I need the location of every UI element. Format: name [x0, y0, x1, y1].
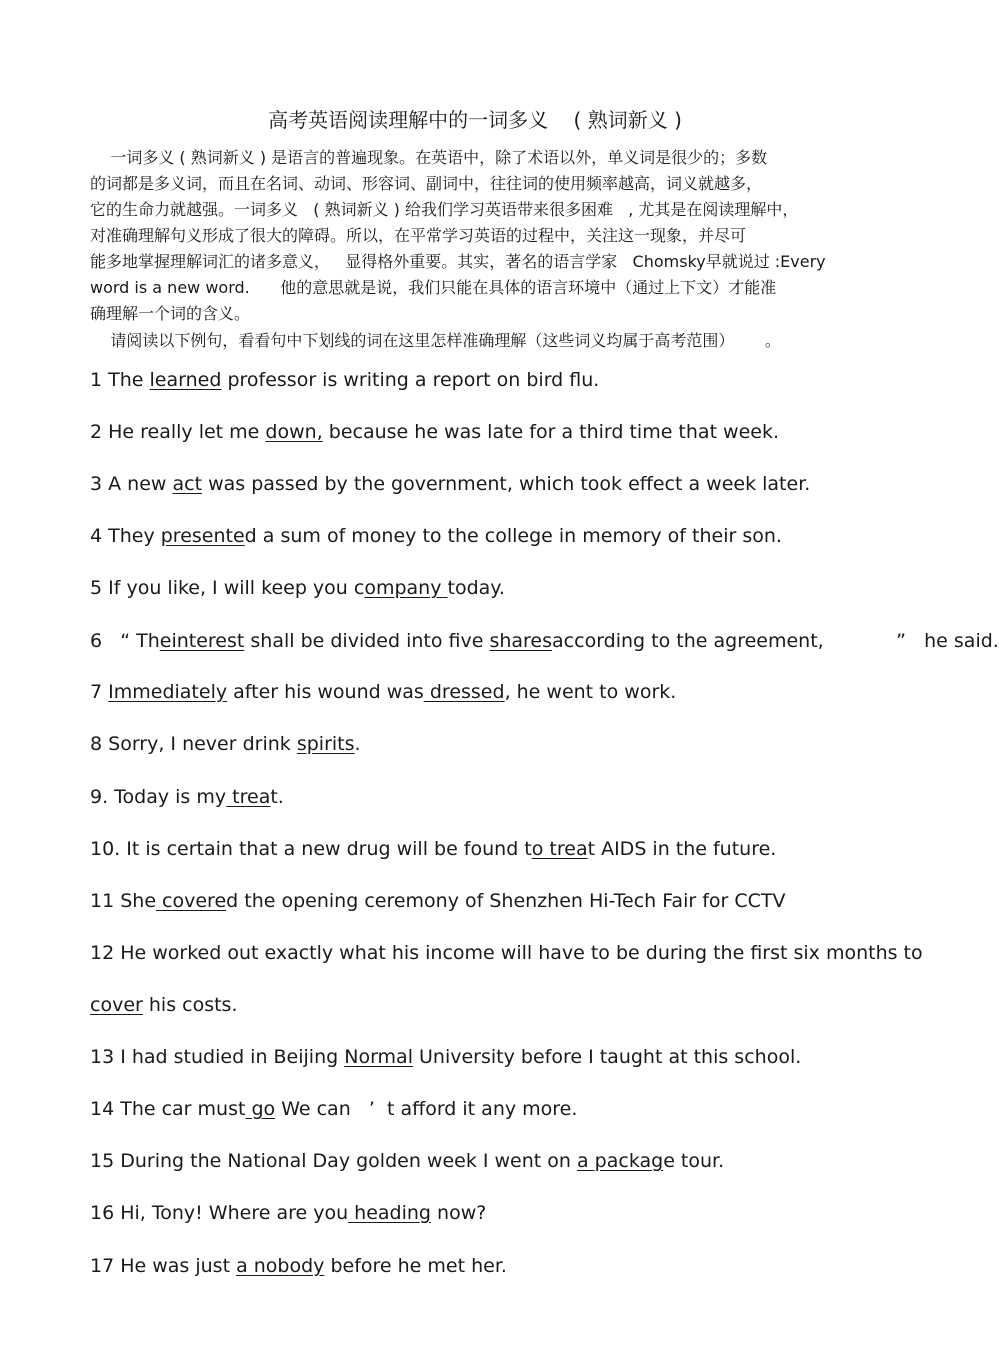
intro-line: 它的生命力就越强。一词多义 ( 熟词新义 ) 给我们学习英语带来很多困难 , 尤其是在阅读理解中， — [90, 200, 799, 219]
intro-line: 对准确理解句义形成了很大的障碍。所以，在平常学习英语的过程中，关注这一现象，并尽可 — [90, 226, 747, 245]
example-sentence: 10. It is certain that a new drug will be found to treat AIDS in the future. — [90, 838, 777, 860]
example-sentence: 7 Immediately after his wound was dressed, he went to work. — [90, 681, 677, 703]
underlined-word: Normal — [344, 1046, 413, 1068]
example-sentence: 13 I had studied in Beijing Normal University before I taught at this school. — [90, 1046, 802, 1068]
intro-line: word is a new word. 他的意思就是说，我们只能在具体的语言环境中（通过上下文）才能准 — [90, 278, 777, 297]
underlined-word: spirits — [296, 733, 355, 755]
underlined-word: a packag — [576, 1150, 664, 1172]
intro-line: 请阅读以下例句，看看句中下划线的词在这里怎样准确理解（这些词义均属于高考范围） 。 — [90, 331, 781, 350]
underlined-word: a nobody — [236, 1255, 325, 1277]
example-sentence: 9. Today is my treat. — [90, 786, 284, 808]
underlined-word: einterest — [159, 630, 245, 652]
example-sentence: 14 The car must go We can ’ t afford it any more. — [90, 1098, 578, 1120]
underlined-word: Immediately — [108, 681, 228, 703]
underlined-word: o trea — [531, 838, 588, 860]
example-sentence: 17 He was just a nobody before he met her. — [90, 1255, 507, 1277]
underlined-word: ompany — [364, 577, 448, 599]
example-sentence: 16 Hi, Tony! Where are you heading now? — [90, 1202, 487, 1224]
underlined-word: shares — [489, 630, 553, 652]
example-sentence: 3 A new act was passed by the government, which took effect a week later. — [90, 473, 811, 495]
intro-line: 一词多义 ( 熟词新义 ) 是语言的普遍现象。在英语中，除了术语以外，单义词是很少的；多数 — [90, 148, 768, 167]
underlined-word: learned — [149, 369, 222, 391]
underlined-word: dressed — [423, 681, 505, 703]
example-sentence: 6 “ Theinterest shall be divided into five sharesaccording to the agreement, ” he said. — [90, 630, 999, 652]
underlined-word: trea — [226, 786, 271, 808]
example-sentence: 12 He worked out exactly what his income will have to be during the first six months to — [90, 942, 923, 964]
underlined-word: down, — [265, 421, 323, 443]
underlined-word: act — [172, 473, 203, 495]
example-sentence: 8 Sorry, I never drink spirits. — [90, 733, 361, 755]
underlined-word: cover — [90, 994, 143, 1016]
example-sentence: 1 The learned professor is writing a report on bird flu. — [90, 369, 600, 391]
example-sentence-continuation: cover his costs. — [90, 994, 238, 1016]
intro-line: 的词都是多义词，而且在名词、动词、形容词、副词中，往往词的使用频率越高，词义就越多， — [90, 174, 763, 193]
underlined-word: heading — [348, 1202, 431, 1224]
intro-line: 确理解一个词的含义。 — [90, 304, 251, 323]
example-sentence: 4 They presented a sum of money to the college in memory of their son. — [90, 525, 782, 547]
underlined-word: covere — [156, 890, 227, 912]
example-sentence: 15 During the National Day golden week I went on a package tour. — [90, 1150, 725, 1172]
example-sentence: 5 If you like, I will keep you company today. — [90, 577, 505, 599]
example-sentence: 11 She covered the opening ceremony of Shenzhen Hi-Tech Fair for CCTV — [90, 890, 786, 912]
document-title: 高考英语阅读理解中的一词多义 ( 熟词新义 ) — [268, 108, 682, 132]
example-sentence: 2 He really let me down, because he was late for a third time that week. — [90, 421, 780, 443]
intro-line: 能多地掌握理解词汇的诸多意义， 显得格外重要。其实，著名的语言学家 Chomsky早就说过 :Every — [90, 252, 826, 271]
underlined-word: presente — [160, 525, 245, 547]
underlined-word: go — [245, 1098, 276, 1120]
